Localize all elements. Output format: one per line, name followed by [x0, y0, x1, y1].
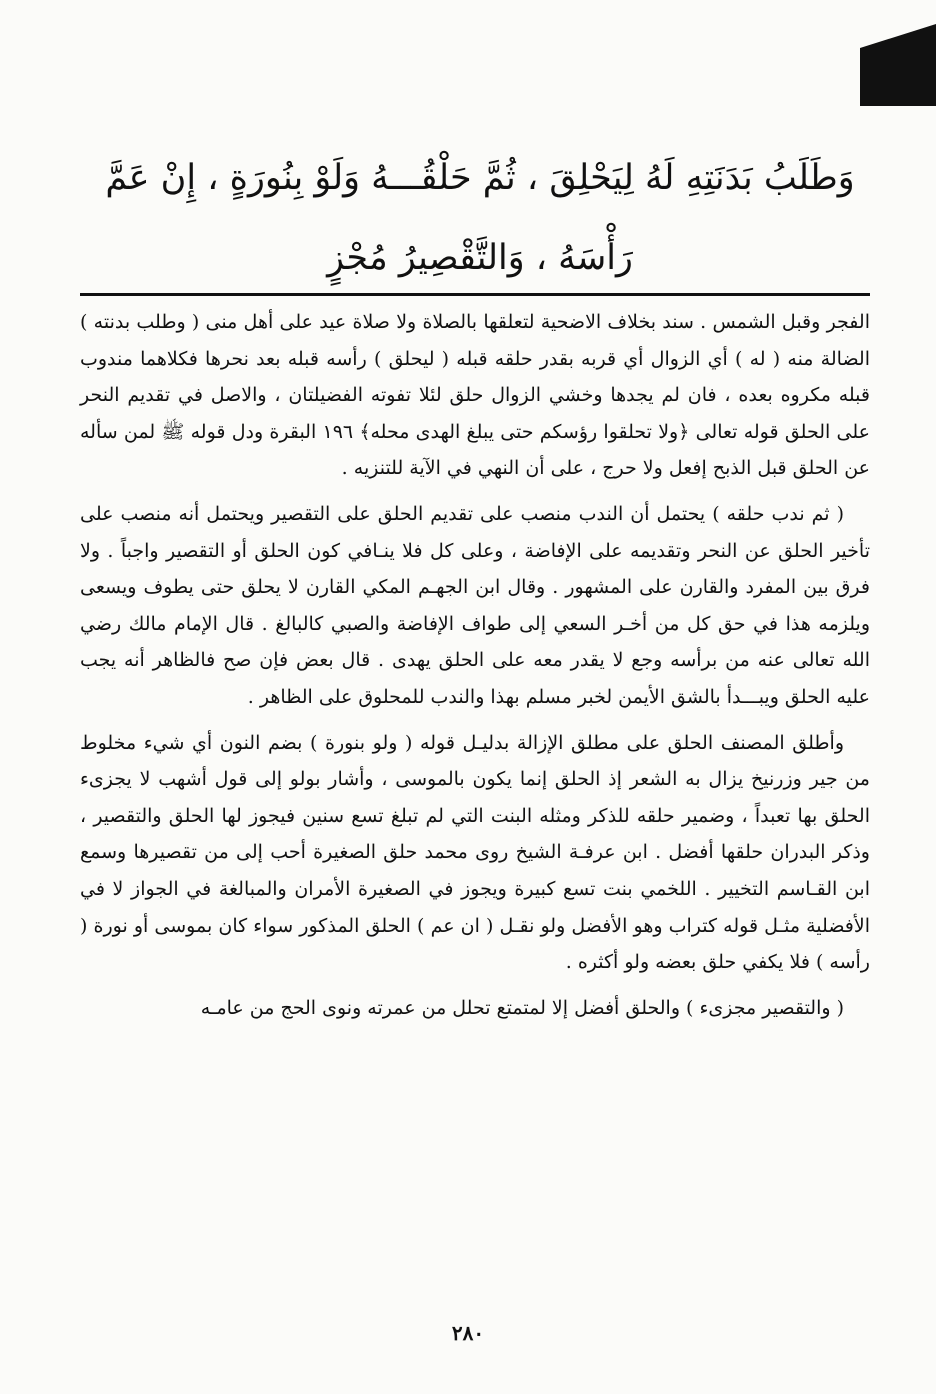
matn-text — [100, 138, 860, 298]
commentary-paragraph: ( والتقصير مجزىء ) والحلق أفضل إلا لمتمتع تحلل من عمرته ونوى الحج من عامـه — [200, 996, 844, 1019]
matn-line: رَأْسَهُ ، وَالتَّقْصِيرُ مُجْزٍ — [327, 238, 633, 278]
commentary-paragraph: الفجر وقبل الشمس . سند بخلاف الاضحية لتعلقها بالصلاة ولا صلاة عيد على أهل منى ( وطلب بدنته ) الضالة منه ( له ) أي الزوال أي قربه بقدر حلقه قبله ( ليحلق ) رأسه قبله بعد نحرها فكلاهما مندوب قبله مكروه بعده ، فان لم يجدها وخشي الزوال حلق لئلا تفوته الفضيلتان ، والاصل في تقديم النحر على الحلق قوله تعالى ﴿ولا تحلقوا رؤسكم حتى يبلغ الهدى محله﴾ ١٩٦ البقرة ودل قوله ﷺ لمن سأله عن الحلق قبل الذبح إفعل ولا حرج ، على أن النهي في الآية للتنزيه . — [80, 311, 870, 480]
commentary-paragraph: ( ثم ندب حلقه ) يحتمل أن الندب منصب على تقديم الحلق على التقصير ويحتمل أنه منصب على تأخير الحلق عن النحر وتقديمه على الإفاضة ، وعلى كل فلا ينـافي كون الحلق أو التقصير واجباً . ولا فرق بين المفرد والقارن على المشهور . وقال ابن الجهـم المكي القارن لا يحلق حتى يطوف ويسعى ويلزمه هذا في حق كل من أخـر السعي إلى طواف الإفاضة والصبي كالبالغ . قال الإمام مالك رضي الله تعالى عنه من برأسه وجع لا يقدر معه على الحلق يهدى . قال بعض فإن صح فالظاهر أنه يجب عليه الحلق ويبـــدأ بالشق الأيمن لخبر مسلم بهذا والندب للمحلوق على الظاهر . — [80, 502, 870, 708]
commentary-paragraph: وأطلق المصنف الحلق على مطلق الإزالة بدليـل قوله ( ولو بنورة ) بضم النون أي شيء مخلوط من جير وزرنيخ يزال به الشعر إذ الحلق إنما يكون بالموسى ، وأشار بولو إلى قول أشهب لا يجزىء الحلق بها تعبداً ، وضمير حلقه للذكر ومثله البنت التي لم تبلغ تسع سنين فيجوز لها الحلق والتقصير ، وذكر البدران حلقها أفضل . ابن عرفـة الشيخ روى محمد حلق الصغيرة أحب إلى من تقصيرها وسمع ابن القـاسم التخيير . اللخمي بنت تسع كبيرة ويجوز في الصغيرة الأمران والمبالغة في الجواز لا في الأفضلية مثـل قوله كتراب وهو الأفضل ولو نقـل ( ان عم ) الحلق المذكور سواء كان بموسى أو نورة ( رأسه ) فلا يكفي حلق بعضه ولو أكثره . — [80, 731, 870, 974]
matn-line: وَطَلَبُ بَدَنَتِهِ لَهُ لِيَحْلِقَ ، ثُمَّ حَلْقُـــهُ وَلَوْ بِنُورَةٍ ، إِنْ عَمَّ — [105, 158, 855, 198]
divider-rule — [80, 293, 870, 296]
commentary-text — [80, 304, 870, 1026]
page-corner-mark — [860, 24, 936, 106]
page-number: ٢٨٠ — [451, 1321, 485, 1345]
